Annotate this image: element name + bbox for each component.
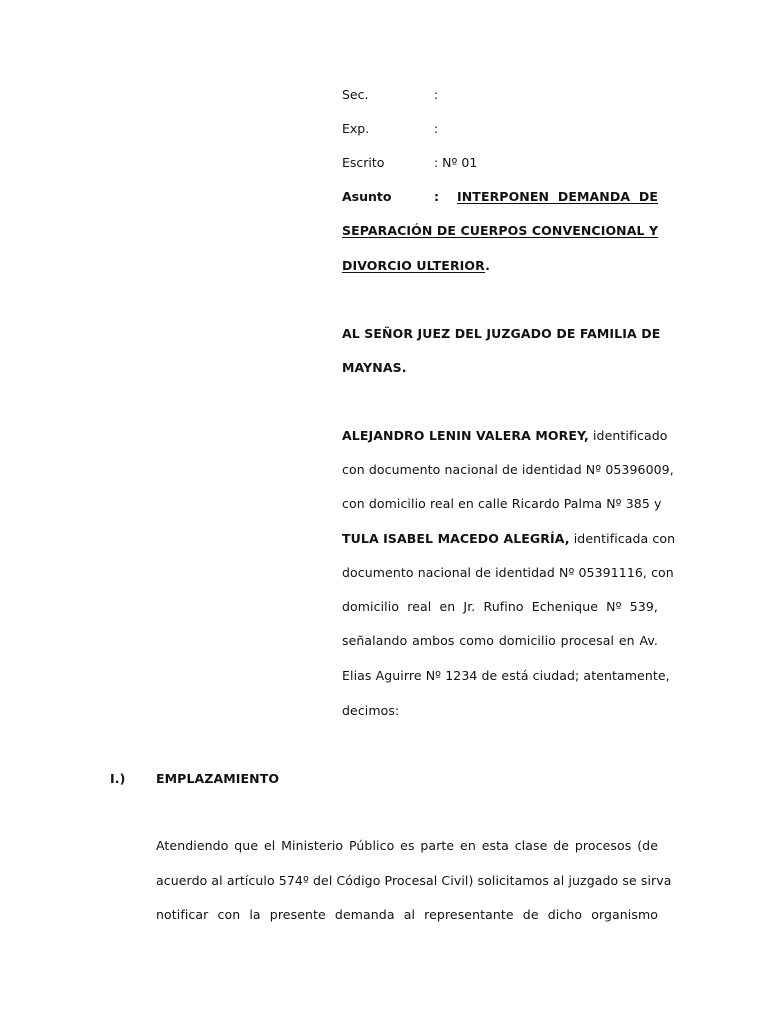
asunto-line-3: DIVORCIO ULTERIOR. xyxy=(342,258,490,273)
sec-value: : xyxy=(434,87,439,102)
section-para-line-1: Atendiendo que el Ministerio Público es parte en esta clase de procesos (de xyxy=(156,838,658,853)
section-title: EMPLAZAMIENTO xyxy=(156,771,280,786)
asunto-label: Asunto xyxy=(342,189,392,204)
escrito-label: Escrito xyxy=(342,155,385,170)
escrito-value: : Nº 01 xyxy=(434,155,478,170)
intro-line-6: domicilio real en Jr. Rufino Echenique Nº 539, xyxy=(342,599,658,614)
intro-line-5: documento nacional de identidad Nº 05391116, con xyxy=(342,565,674,580)
intro-line-8: Elias Aguirre Nº 1234 de está ciudad; atentamente, xyxy=(342,668,670,683)
intro-line-1: ALEJANDRO LENIN VALERA MOREY, identificado xyxy=(342,428,668,443)
asunto-colon: : xyxy=(434,189,439,204)
exp-label: Exp. xyxy=(342,121,370,136)
addressee-line-2: MAYNAS. xyxy=(342,360,407,375)
exp-value: : xyxy=(434,121,439,136)
asunto-line-1: INTERPONEN DEMANDA DE xyxy=(457,189,658,204)
section-para-line-2: acuerdo al artículo 574º del Código Procesal Civil) solicitamos al juzgado se sirva xyxy=(156,873,672,888)
intro-line-3: con domicilio real en calle Ricardo Palma Nº 385 y xyxy=(342,496,662,511)
asunto-line-2: SEPARACIÓN DE CUERPOS CONVENCIONAL Y xyxy=(342,223,659,238)
intro-line-7: señalando ambos como domicilio procesal en Av. xyxy=(342,633,658,648)
intro-line-4: TULA ISABEL MACEDO ALEGRÍA, identificada con xyxy=(342,531,676,546)
sec-label: Sec. xyxy=(342,87,369,102)
intro-line-2: con documento nacional de identidad Nº 05396009, xyxy=(342,462,674,477)
section-number: I.) xyxy=(110,771,126,786)
section-para-line-3: notificar con la presente demanda al representante de dicho organismo xyxy=(156,907,658,922)
addressee-line-1: AL SEÑOR JUEZ DEL JUZGADO DE FAMILIA DE xyxy=(342,326,661,341)
intro-line-9: decimos: xyxy=(342,703,400,718)
